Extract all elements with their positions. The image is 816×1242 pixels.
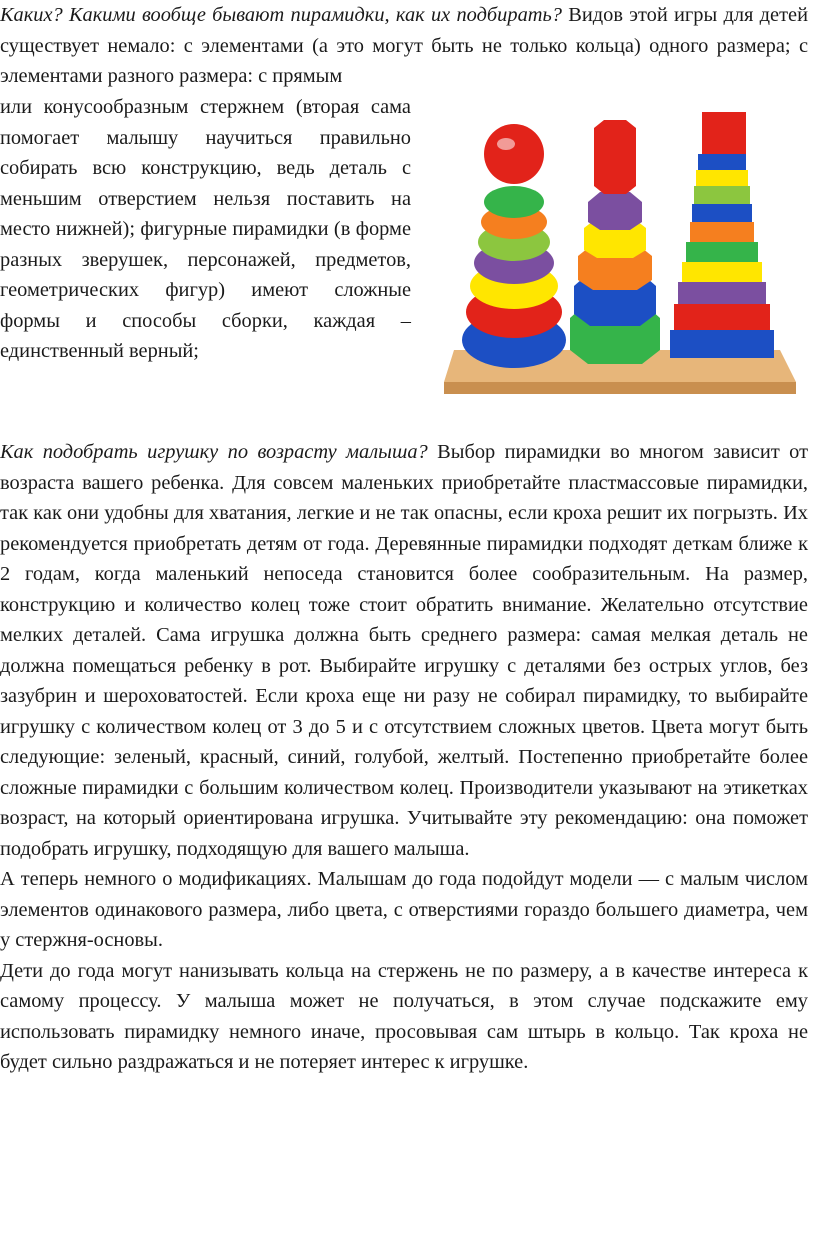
paragraph-lead-question: Как подобрать игрушку по возрасту малыша? bbox=[0, 441, 428, 463]
paragraph-text: Выбор пирамидки во многом зависит от возраста вашего ребенка. Для совсем маленьких приобретайте пластмассовые пирамидки, так как они удобны для хватания, легкие и не так опасны, если кроха решит их погрызть. Их рекомендуется приобретать детям от года. Деревянные пирамидки подходят деткам ближе к 2 годам, когда маленький непоседа становится более сообразительным. На размер, конструкцию и количество колец тоже стоит обратить внимание. Желательно отсутствие мелких деталей. Сама игрушка должна быть среднего размера: самая мелкая деталь не должна помещаться ребенку в рот. Выбирайте игрушку с деталями без острых углов, без зазубрин и шероховатостей. Если кроха еще ни разу не собирал пирамидку, то выбирайте игрушку с количеством колец от 3 до 5 и с отсутствием сложных цветов. Цвета могут быть следующие: зеленый, красный, синий, голубой, желтый. Постепенно приобретайте более сложные пирамидки с большим количеством колец. Производители указывают на этикетках возраст, на который ориентирована игрушка. Учитывайте эту рекомендацию: она поможет подобрать игрушку, подходящую для вашего малыша. bbox=[0, 441, 808, 860]
ring-pyramid bbox=[462, 124, 566, 368]
paragraph-under-one-year: Дети до года могут нанизывать кольца на стержень не по размеру, а в качестве интереса к самому процессу. У малыша может не получаться, в этом случае подскажите ему использовать пирамидку немного иначе, просовывая сам штырь в кольцо. Так кроха не будет сильно раздражаться и не потеряет интерес к игрушке. bbox=[0, 959, 808, 1073]
wooden-stacking-pyramids-photo-icon bbox=[436, 106, 808, 404]
article-body bbox=[0, 437, 808, 1078]
pyramids-photo bbox=[436, 106, 808, 404]
paragraph-text: Видов этой игры для детей существует немало: с элементами (а это могут быть не только кольца) одного размера; с элементами разного размера: с прямым bbox=[0, 4, 808, 87]
paragraph-modifications: А теперь немного о модификациях. Малышам до года подойдут модели — с малым числом элементов одинакового размера, либо цвета, с отверстиями гораздо большего диаметра, чем у стержня-основы. bbox=[0, 868, 808, 951]
paragraph-kinds-intro bbox=[0, 0, 808, 92]
paragraph-age-choice bbox=[0, 437, 808, 864]
block-pyramid bbox=[670, 112, 774, 358]
paragraph-kinds-continuation: или конусообразным стержнем (вторая сама помогает малышу научиться правильно собирать всю конструкцию, ведь деталь с меньшим отверстием нельзя поставить на место нижней); фигурные пирамидки (в форме разных зверушек, персонажей, предметов, геометрических фигур) имеют сложные формы и способы сборки, каждая – единственный верный; bbox=[0, 96, 411, 362]
paragraph-lead-question: Каких? Какими вообще бывают пирамидки, как их подбирать? bbox=[0, 4, 562, 26]
octagon-pyramid bbox=[570, 120, 660, 364]
